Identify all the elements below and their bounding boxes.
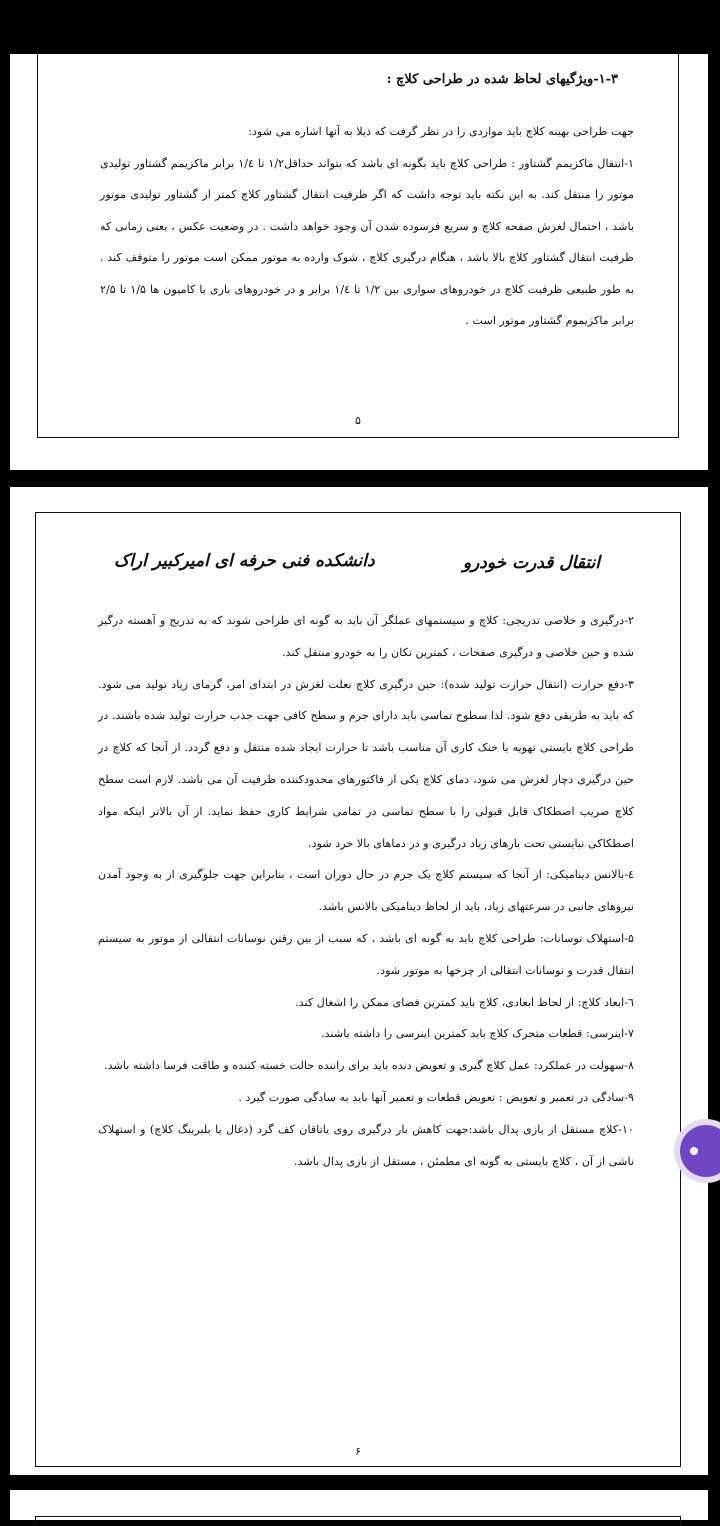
document-page-6 [10, 487, 708, 1475]
section-heading: ۱-۳-ویژگیهای لحاظ شده در طراحی کلاچ : [386, 72, 618, 87]
page-number: ۶ [355, 1445, 361, 1458]
paragraph-item-3: ۳-دفع حرارت (انتقال حرارت تولید شده): حین درگیری کلاچ بعلت لغزش در ابتدای امر، گرمای زیاد تولید می شود. که باید به طریقی دفع شود. لذا سطوح تماسی باید دارای جرم و سطح کافی جهت جذب حرارت تولید شده باشند. در طراحی کلاچ بایستی تهویه یا خنک کاری آن مناسب باشد تا حرارت ایجاد شده منتقل و دفع گردد. از آنجا که کلاچ در حین درگیری دچار لغزش می شود، دمای کلاچ یکی از فاکتورهای محدودکننده ظرفیت آن می باشد. لازم است سطح کلاچ ضریب اصطکاک قابل قبولی را با سطح تماسی در تمامی شرایط کاری حفظ نماید. از آن بالاتر اینکه مواد اصطکاکی نبایستی تحت بارهای زیاد درگیری و در دماهای بالا خرد شود. [98, 677, 634, 850]
section-body [98, 605, 634, 1177]
page-header-title: انتقال قدرت خودرو [462, 553, 600, 573]
paragraph-item-2: ۲-درگیری و خلاصی تدریجی: کلاچ و سیستمهای عملگر آن باید به گونه ای طراحی شوند که به تدریج و آهسته درگیر شده و حین خلاصی و درگیری صفحات ، کمترین تکان را به خودرو منتقل کند. [98, 614, 634, 659]
page-number: ۵ [355, 414, 361, 427]
page-border [37, 54, 679, 438]
page-border [35, 1516, 681, 1526]
paragraph-item-9: ۹-سادگی در تعمیر و تعویض : تعویض قطعات و تعمیر آنها باید به سادگی صورت گیرد . [238, 1090, 634, 1104]
page-border [35, 512, 681, 1467]
paragraph-item-4: ٤-بالانس دینامیکی: از آنجا که سیستم کلاچ یک جرم در حال دوران است ، بنابراین جهت جلوگیری از به وجود آمدن نیروهای جانبی در سرعتهای زیاد، باید از لحاظ دینامیکی بالانس باشد. [98, 868, 634, 914]
paragraph: جهت طراحی بهینه کلاچ باید مواردی را در نظر گرفت که ذیلا به آنها اشاره می شود: [248, 125, 634, 138]
page-header-institution: دانشکده فنی حرفه ای امیرکبیر اراک [114, 551, 375, 571]
paragraph-item-7: ۷-اینرسی: قطعات متحرک کلاچ باید کمترین اینرسی را داشته باشند. [321, 1027, 634, 1041]
paragraph: ۱-انتقال ماکزیمم گشتاور : طراحی کلاچ باید بگونه ای باشد که بتواند حداقل۱/۲ تا ۱/٤ برابر ماکزیمم گشتاور تولیدی موتور را منتقل کند. به این نکته باید توجه داشت که اگر ظرفیت انتقال گشتاور کلاچ کمتر از گشتاور تولیدی موتور باشد ، احتمال لغزش صفحه کلاچ و سریع فرسوده شدن آن وجود خواهد داشت . در وضعیت عکس ، یعنی زمانی که ظرفیت انتقال گشتاور کلاچ بالا باشد ، هنگام درگیری کلاچ ، شوک وارده به موتور ممکن است موتور را متوقف کند . به طور طبیعی ظرفیت کلاچ در خودروهای سواری بین ۱/۲ تا ۱/٤ برابر و در خودروهای باری یا کامیون ها ۱/۵ تا ۲/۵ برابر ماکزیموم گشتاور موتور است . [100, 156, 634, 327]
section-body [100, 116, 634, 337]
document-page-next [10, 1490, 708, 1520]
paragraph-item-6: ٦-ابعاد کلاچ: از لحاظ ابعادی، کلاچ باید کمترین فضای ممکن را اشغال کند. [295, 995, 634, 1009]
paragraph-item-8: ۸-سهولت در عملکرد: عمل کلاچ گیری و تعویض دنده باید برای راننده حالت خسته کننده و طاقت فرسا داشته باشد. [104, 1059, 634, 1073]
document-page-5 [10, 54, 708, 470]
floating-assistant-button[interactable] [680, 1125, 720, 1177]
paragraph-item-5: ۵-استهلاک نوسانات: طراحی کلاچ باید به گونه ای باشد ، که سبب از بین رفتن نوسانات انتقالی از موتور به سیستم انتقال قدرت و نوسانات انتقالی از چرخها به موتور شود. [98, 931, 634, 977]
paragraph-item-10: ۱۰-کلاچ مستقل از بازی پدال باشد:جهت کاهش بار درگیری روی یاتاقان کف گرد (ذغال یا بلبرینگ کلاچ) و استهلاک ناشی از آن ، کلاچ بایستی به گونه ای مطمئن ، مستقل از بازی پدال باشد. [98, 1122, 634, 1168]
floating-assistant-icon [690, 1147, 698, 1155]
